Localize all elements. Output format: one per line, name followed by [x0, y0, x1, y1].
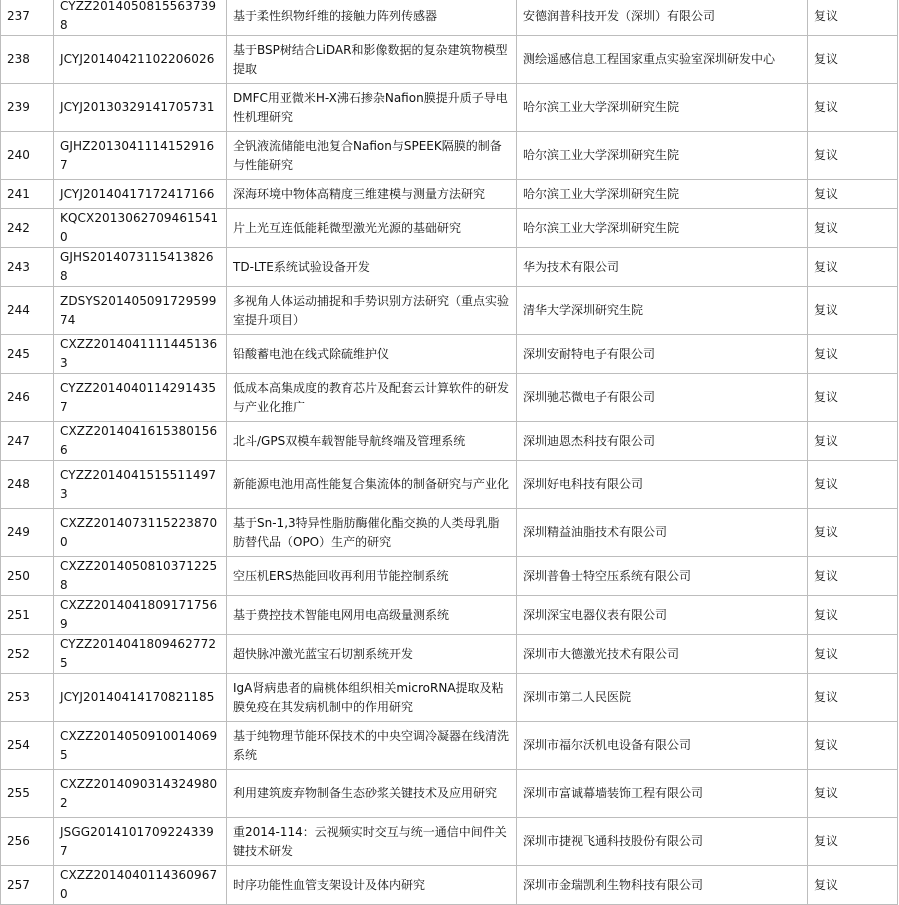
table-row	[1, 335, 898, 374]
table-row	[1, 422, 898, 461]
table-row	[1, 770, 898, 818]
project-title: TD-LTE系统试验设备开发	[227, 248, 517, 287]
review-status: 复议	[808, 722, 898, 770]
review-status: 复议	[808, 635, 898, 674]
organization: 哈尔滨工业大学深圳研究生院	[517, 132, 808, 180]
project-code: CYZZ20140415155114973	[54, 461, 227, 509]
organization: 哈尔滨工业大学深圳研究生院	[517, 180, 808, 209]
project-code: CYZZ20140418094627725	[54, 635, 227, 674]
review-status: 复议	[808, 557, 898, 596]
table-row	[1, 635, 898, 674]
table-row	[1, 132, 898, 180]
review-status: 复议	[808, 866, 898, 905]
row-number: 239	[1, 84, 54, 132]
organization: 安德润普科技开发（深圳）有限公司	[517, 0, 808, 36]
row-number: 250	[1, 557, 54, 596]
row-number: 246	[1, 374, 54, 422]
row-number: 243	[1, 248, 54, 287]
table-row	[1, 461, 898, 509]
row-number: 242	[1, 209, 54, 248]
project-code: CXZZ20140903143249802	[54, 770, 227, 818]
project-title: 基于费控技术智能电网用电高级量测系统	[227, 596, 517, 635]
table-row	[1, 557, 898, 596]
project-table-body	[1, 0, 898, 905]
project-code: CXZZ20140508103712258	[54, 557, 227, 596]
row-number: 245	[1, 335, 54, 374]
row-number: 256	[1, 818, 54, 866]
organization: 深圳驰芯微电子有限公司	[517, 374, 808, 422]
table-row	[1, 866, 898, 905]
review-status: 复议	[808, 818, 898, 866]
table-row	[1, 209, 898, 248]
project-code: JCYJ20140421102206026	[54, 36, 227, 84]
project-title: 基于纯物理节能环保技术的中央空调冷凝器在线清洗系统	[227, 722, 517, 770]
organization: 深圳市捷视飞通科技股份有限公司	[517, 818, 808, 866]
organization: 哈尔滨工业大学深圳研究生院	[517, 84, 808, 132]
row-number: 249	[1, 509, 54, 557]
table-row	[1, 180, 898, 209]
review-status: 复议	[808, 509, 898, 557]
project-title: 铅酸蓄电池在线式除硫维护仪	[227, 335, 517, 374]
table-row	[1, 248, 898, 287]
organization: 哈尔滨工业大学深圳研究生院	[517, 209, 808, 248]
table-row	[1, 84, 898, 132]
organization: 深圳安耐特电子有限公司	[517, 335, 808, 374]
review-status: 复议	[808, 374, 898, 422]
organization: 深圳普鲁士特空压系统有限公司	[517, 557, 808, 596]
project-code: CXZZ20140401143609670	[54, 866, 227, 905]
row-number: 255	[1, 770, 54, 818]
row-number: 254	[1, 722, 54, 770]
review-status: 复议	[808, 287, 898, 335]
project-title: 新能源电池用高性能复合集流体的制备研究与产业化	[227, 461, 517, 509]
project-code: CXZZ20140411114451363	[54, 335, 227, 374]
project-title: 基于BSP树结合LiDAR和影像数据的复杂建筑物模型提取	[227, 36, 517, 84]
review-status: 复议	[808, 674, 898, 722]
review-status: 复议	[808, 596, 898, 635]
project-code: CXZZ20140416153801566	[54, 422, 227, 461]
review-status: 复议	[808, 132, 898, 180]
row-number: 247	[1, 422, 54, 461]
row-number: 244	[1, 287, 54, 335]
table-row	[1, 374, 898, 422]
row-number: 248	[1, 461, 54, 509]
project-title: 基于柔性织物纤维的接触力阵列传感器	[227, 0, 517, 36]
review-status: 复议	[808, 422, 898, 461]
project-code: KQCX20130627094615410	[54, 209, 227, 248]
row-number: 257	[1, 866, 54, 905]
project-title: 超快脉冲激光蓝宝石切割系统开发	[227, 635, 517, 674]
organization: 深圳市富诚幕墙装饰工程有限公司	[517, 770, 808, 818]
table-row	[1, 287, 898, 335]
organization: 深圳市金瑞凯利生物科技有限公司	[517, 866, 808, 905]
review-status: 复议	[808, 770, 898, 818]
project-code: GJHZ20130411141529167	[54, 132, 227, 180]
project-code: CXZZ20140731152238700	[54, 509, 227, 557]
project-code: CYZZ20140508155637398	[54, 0, 227, 36]
review-status: 复议	[808, 180, 898, 209]
review-status: 复议	[808, 84, 898, 132]
project-code: GJHS20140731154138268	[54, 248, 227, 287]
table-row	[1, 0, 898, 36]
review-status: 复议	[808, 0, 898, 36]
organization: 清华大学深圳研究生院	[517, 287, 808, 335]
project-title: 时序功能性血管支架设计及体内研究	[227, 866, 517, 905]
project-code: JCYJ20130329141705731	[54, 84, 227, 132]
organization: 深圳市大德激光技术有限公司	[517, 635, 808, 674]
table-row	[1, 818, 898, 866]
project-title: 片上光互连低能耗微型激光光源的基础研究	[227, 209, 517, 248]
table-row	[1, 596, 898, 635]
table-row	[1, 674, 898, 722]
row-number: 241	[1, 180, 54, 209]
row-number: 251	[1, 596, 54, 635]
row-number: 237	[1, 0, 54, 36]
project-code: CXZZ20140509100140695	[54, 722, 227, 770]
organization: 深圳精益油脂技术有限公司	[517, 509, 808, 557]
organization: 深圳市福尔沃机电设备有限公司	[517, 722, 808, 770]
table-row	[1, 509, 898, 557]
row-number: 240	[1, 132, 54, 180]
project-code: CXZZ20140418091717569	[54, 596, 227, 635]
table-row	[1, 722, 898, 770]
project-code: JSGG20141017092243397	[54, 818, 227, 866]
organization: 深圳迪恩杰科技有限公司	[517, 422, 808, 461]
review-status: 复议	[808, 461, 898, 509]
project-title: 全钒液流储能电池复合Nafion与SPEEK隔膜的制备与性能研究	[227, 132, 517, 180]
review-status: 复议	[808, 209, 898, 248]
project-title: 空压机ERS热能回收再利用节能控制系统	[227, 557, 517, 596]
project-title: IgA肾病患者的扁桃体组织相关microRNA提取及粘膜免疫在其发病机制中的作用研究	[227, 674, 517, 722]
organization: 华为技术有限公司	[517, 248, 808, 287]
project-code: ZDSYS20140509172959974	[54, 287, 227, 335]
project-code: JCYJ20140414170821185	[54, 674, 227, 722]
row-number: 252	[1, 635, 54, 674]
review-status: 复议	[808, 248, 898, 287]
organization: 深圳好电科技有限公司	[517, 461, 808, 509]
project-code: CYZZ20140401142914357	[54, 374, 227, 422]
project-title: 北斗/GPS双模车载智能导航终端及管理系统	[227, 422, 517, 461]
review-status: 复议	[808, 36, 898, 84]
organization: 深圳深宝电器仪表有限公司	[517, 596, 808, 635]
project-title: 多视角人体运动捕捉和手势识别方法研究（重点实验室提升项目）	[227, 287, 517, 335]
review-status: 复议	[808, 335, 898, 374]
row-number: 238	[1, 36, 54, 84]
project-title: 重2014-114：云视频实时交互与统一通信中间件关键技术研发	[227, 818, 517, 866]
project-title: 利用建筑废弃物制备生态砂浆关键技术及应用研究	[227, 770, 517, 818]
project-code: JCYJ20140417172417166	[54, 180, 227, 209]
row-number: 253	[1, 674, 54, 722]
organization: 测绘遥感信息工程国家重点实验室深圳研发中心	[517, 36, 808, 84]
project-title: DMFC用亚微米H-X沸石掺杂Nafion膜提升质子导电性机理研究	[227, 84, 517, 132]
project-title: 深海环境中物体高精度三维建模与测量方法研究	[227, 180, 517, 209]
project-title: 低成本高集成度的教育芯片及配套云计算软件的研发与产业化推广	[227, 374, 517, 422]
project-title: 基于Sn-1,3特异性脂肪酶催化酯交换的人类母乳脂肪替代品（OPO）生产的研究	[227, 509, 517, 557]
table-row	[1, 36, 898, 84]
organization: 深圳市第二人民医院	[517, 674, 808, 722]
